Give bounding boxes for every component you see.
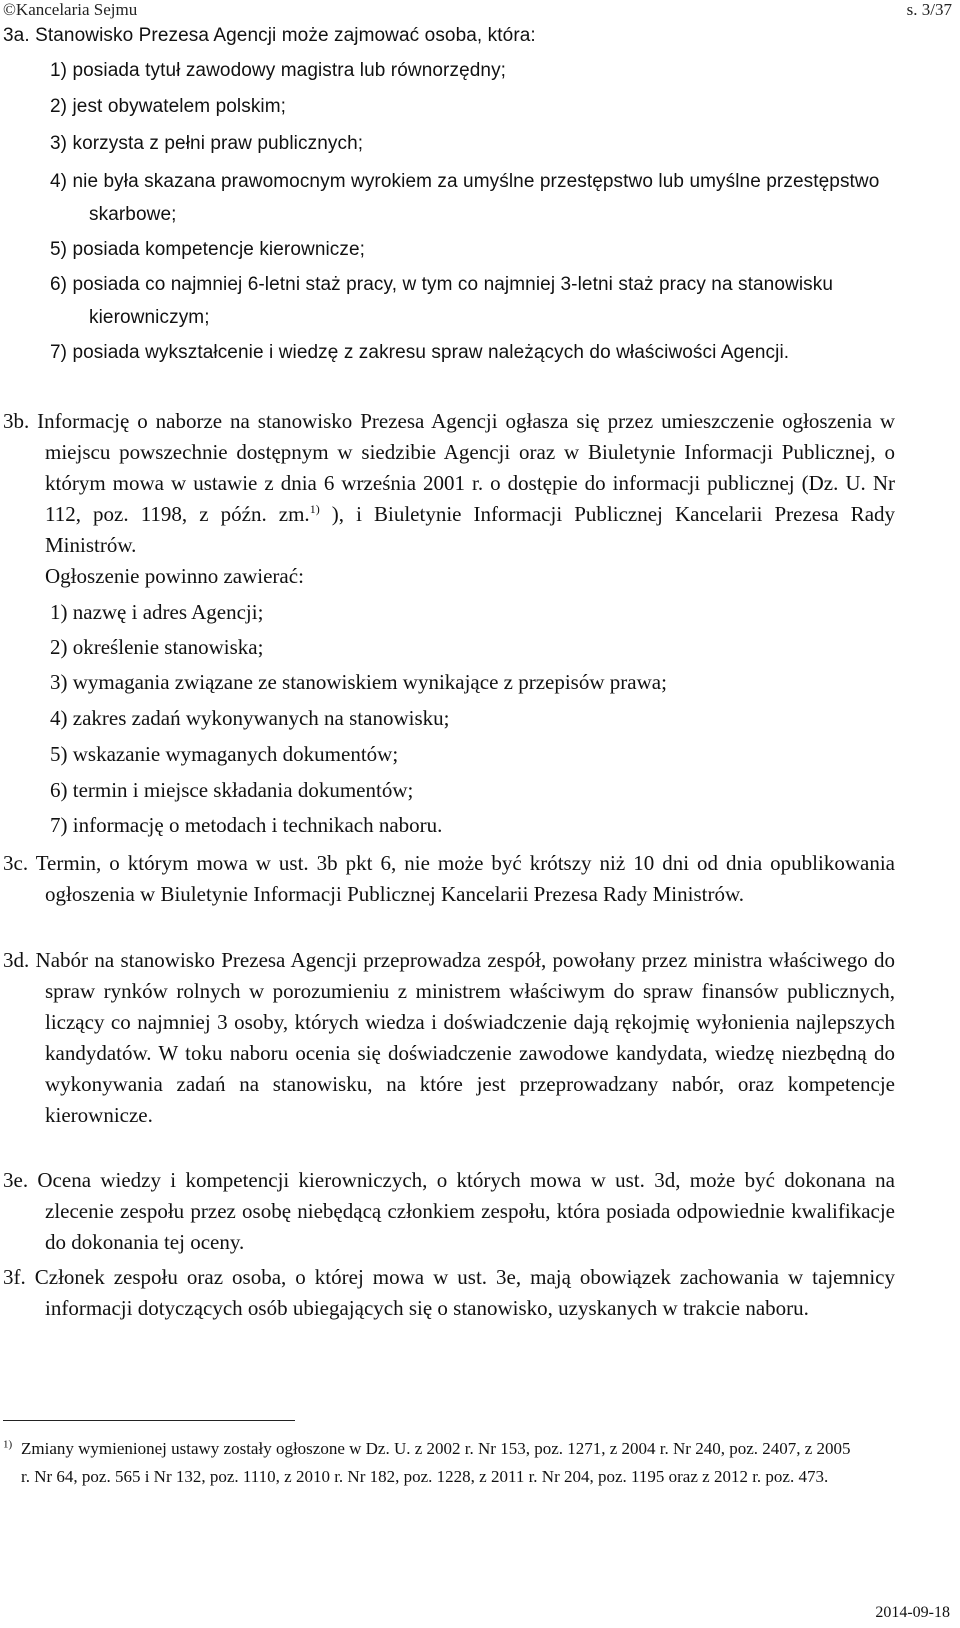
footnote: [3, 1435, 861, 1491]
section-3e-paragraph: 3e. Ocena wiedzy i kompetencji kierowniczych, o których mowa w ust. 3d, może być dokonana na zlecenie zespołu przez osobę niebędącą członkiem zespołu, która posiada odpowiednie kwalifikacje do dokonania tej oceny.: [3, 1168, 895, 1254]
section-3b-item-7: 7) informację o metodach i technikach naboru.: [50, 813, 443, 837]
section-3b-item-5: 5) wskazanie wymaganych dokumentów;: [50, 742, 399, 766]
footnote-text: Zmiany wymienionej ustawy zostały ogłoszone w Dz. U. z 2002 r. Nr 153, poz. 1271, z 2004 r. Nr 240, poz. 2407, z 2005 r. Nr 64, poz. 565 i Nr 132, poz. 1110, z 2010 r. Nr 182, poz. 1228, z 2011 r. Nr 204, poz. 1195 oraz z 2012 r. poz. 473.: [21, 1439, 851, 1486]
section-3c-paragraph: 3c. Termin, o którym mowa w ust. 3b pkt 6, nie może być krótszy niż 10 dni od dnia opublikowania ogłoszenia w Biuletynie Informacji Publicznej Kancelarii Prezesa Rady Ministrów.: [3, 851, 895, 906]
section-3a-item-5: 5) posiada kompetencje kierownicze;: [50, 239, 366, 260]
footnote-reference: 1): [309, 502, 320, 516]
section-3a-item-4: 4) nie była skazana prawomocnym wyrokiem za umyślne przestępstwo lub umyślne przestępstwo skarbowe;: [50, 171, 880, 225]
section-3b-item-3: 3) wymagania związane ze stanowiskiem wynikające z przepisów prawa;: [50, 670, 667, 694]
section-3a-item-2: 2) jest obywatelem polskim;: [50, 96, 287, 117]
footer-date: 2014-09-18: [875, 1604, 950, 1621]
section-3b-item-2: 2) określenie stanowiska;: [50, 635, 264, 659]
section-3d-paragraph: 3d. Nabór na stanowisko Prezesa Agencji przeprowadza zespół, powołany przez ministra właściwego do spraw rynków rolnych w porozumieniu z ministrem właściwym do spraw finansów publicznych, liczący co najmniej 3 osoby, których wiedza i doświadczenie dają rękojmię wyłonienia najlepszych kandydatów. W toku naboru ocenia się doświadczenie zawodowe kandydata, wiedzę niezbędną do wykonywania zadań na stanowisku, na które jest przeprowadzany nabór, oraz kompetencje kierownicze.: [3, 948, 895, 1127]
section-3b-item-4: 4) zakres zadań wykonywanych na stanowisku;: [50, 706, 450, 730]
section-3a-item-6: 6) posiada co najmniej 6-letni staż pracy, w tym co najmniej 3-letni staż pracy na stanowisku kierowniczym;: [50, 274, 834, 328]
section-3a-item-3: 3) korzysta z pełni praw publicznych;: [50, 133, 364, 154]
footnote-separator: [3, 1420, 295, 1421]
section-3b-item-1: 1) nazwę i adres Agencji;: [50, 600, 264, 624]
section-3b-text-end: ), i Biuletynie Informacji Publicznej Kancelarii Prezesa Rady Ministrów.: [45, 502, 896, 557]
section-3a-item-1: 1) posiada tytuł zawodowy magistra lub równorzędny;: [50, 60, 507, 81]
section-3f-paragraph: 3f. Członek zespołu oraz osoba, o której mowa w ust. 3e, mają obowiązek zachowania w tajemnicy informacji dotyczących osób ubiegających się o stanowisko, uzyskanych w trakcie naboru.: [3, 1265, 895, 1320]
section-3a-item-7: 7) posiada wykształcenie i wiedzę z zakresu spraw należących do właściwości Agencji.: [50, 342, 790, 363]
footnote-mark: 1): [3, 1438, 13, 1451]
section-3b-text: 3b. Informację o naborze na stanowisko Prezesa Agencji ogłasza się przez umieszczenie ogłoszenia w miejscu powszechnie dostępnym w siedzibie Agencji oraz w Biuletynie Informacji Publicznej, o którym mowa w ustawie z dnia 6 września 2001 r. o dostępie do informacji publicznej (Dz. U. Nr 112, poz. 1198, z późn. zm.: [3, 409, 895, 526]
header-page-number: s. 3/37: [906, 0, 952, 19]
section-3b-continuation: Ogłoszenie powinno zawierać:: [45, 564, 304, 588]
section-3a-intro: 3a. Stanowisko Prezesa Agencji może zajmować osoba, która:: [3, 25, 536, 46]
header-source: ©Kancelaria Sejmu: [3, 0, 138, 19]
section-3b-item-6: 6) termin i miejsce składania dokumentów;: [50, 778, 414, 802]
section-3b-paragraph: [3, 406, 895, 561]
